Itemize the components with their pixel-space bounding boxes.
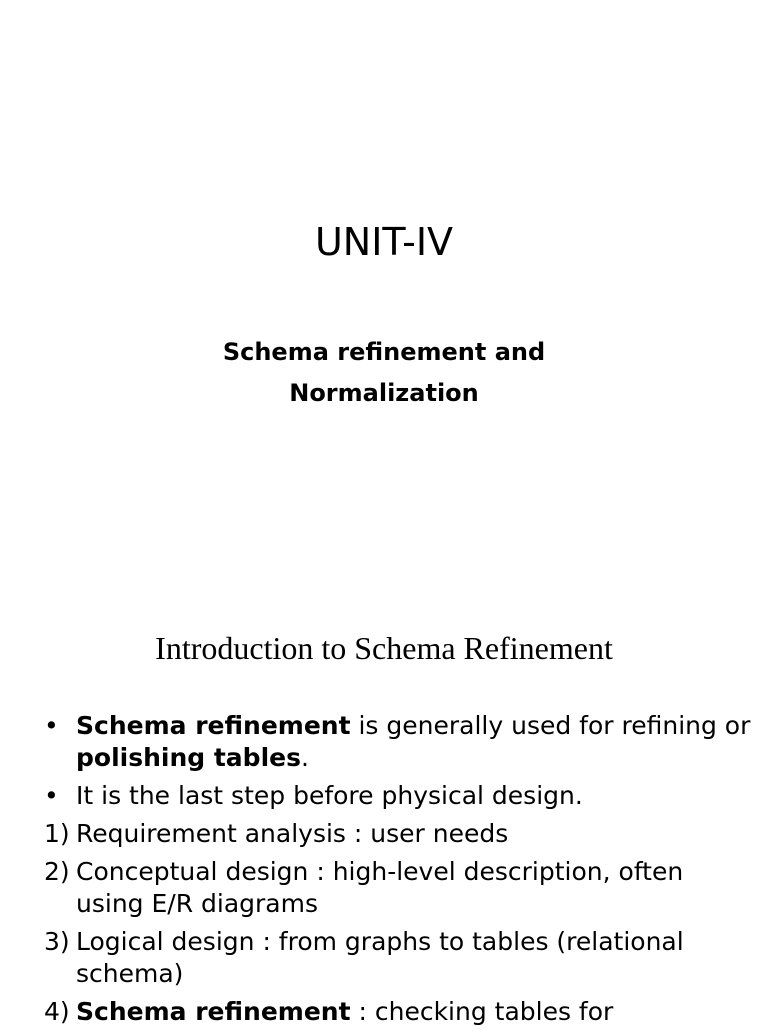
bullet-schema-refinement bbox=[44, 710, 754, 774]
step-text: Logical design : from graphs to tables (relational schema) bbox=[76, 927, 684, 988]
bullet-last-step bbox=[44, 780, 754, 812]
bullet-text: It is the last step before physical design. bbox=[76, 781, 583, 810]
step-text: : checking tables for bbox=[350, 997, 614, 1026]
unit-title: UNIT-IV bbox=[314, 220, 454, 264]
intro-title: Introduction to Schema Refinement bbox=[155, 630, 613, 666]
unit-subtitle bbox=[0, 332, 768, 414]
step-requirement-analysis bbox=[44, 818, 754, 850]
step-number: 2) bbox=[44, 857, 70, 886]
intro-bullet-list bbox=[44, 710, 754, 1034]
step-logical-design bbox=[44, 926, 754, 990]
step-number: 4) bbox=[44, 997, 70, 1026]
step-text: Requirement analysis : user needs bbox=[76, 819, 509, 848]
bold-term: Schema refinement bbox=[76, 711, 351, 740]
subtitle-line-2: Normalization bbox=[289, 379, 479, 407]
bullet-marker: • bbox=[44, 781, 59, 810]
intro-slide bbox=[0, 576, 768, 1024]
bullet-text: is generally used for refining or bbox=[350, 711, 751, 740]
step-number: 3) bbox=[44, 927, 70, 956]
bold-term: Schema refinement bbox=[76, 997, 351, 1026]
bullet-marker: • bbox=[44, 711, 59, 740]
step-number: 1) bbox=[44, 819, 70, 848]
step-text: Conceptual design : high-level description, often using E/R diagrams bbox=[76, 857, 684, 918]
bold-term: polishing tables bbox=[76, 743, 301, 772]
step-schema-refinement bbox=[44, 996, 754, 1028]
subtitle-line-1: Schema refinement and bbox=[222, 338, 546, 366]
step-conceptual-design bbox=[44, 856, 754, 920]
bullet-text: . bbox=[300, 743, 309, 772]
